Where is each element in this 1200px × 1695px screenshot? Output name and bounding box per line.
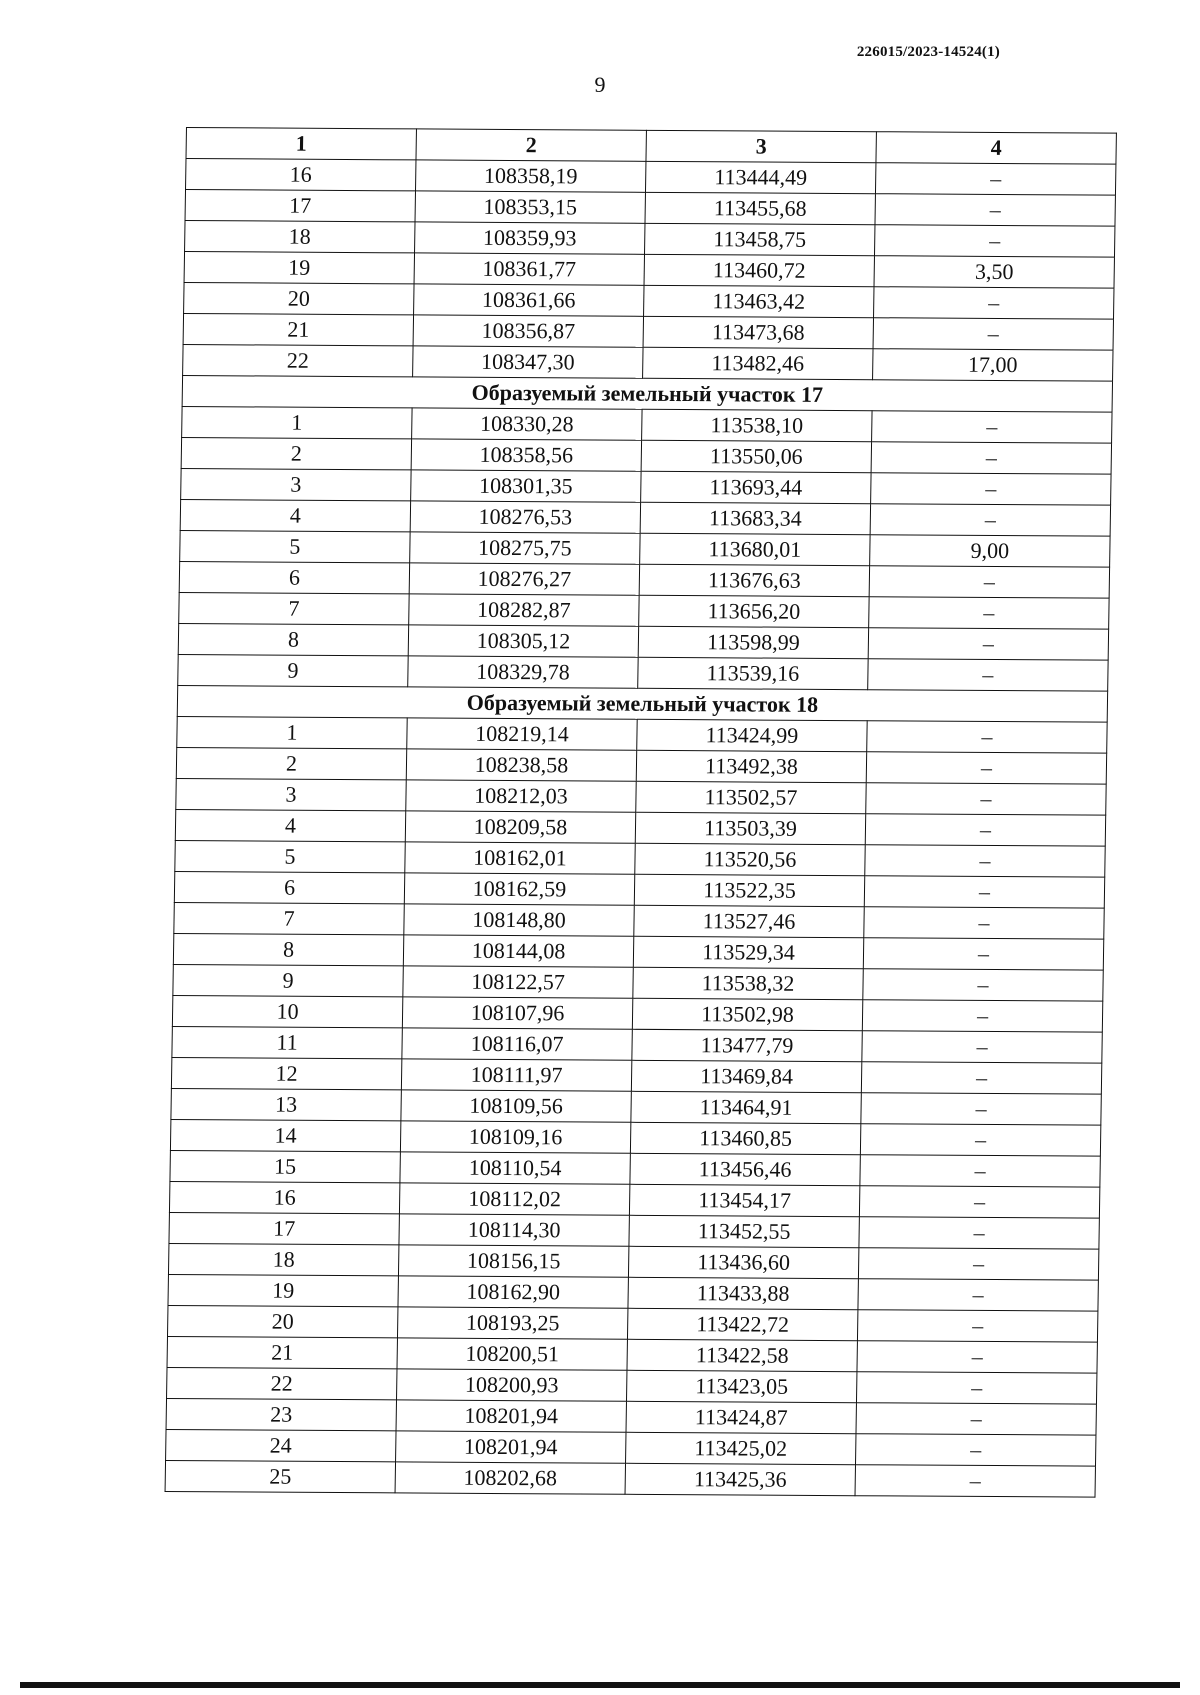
value-cell: –: [859, 1186, 1099, 1218]
y-coordinate-cell: 113456,46: [630, 1153, 860, 1185]
y-coordinate-cell: 113452,55: [629, 1215, 859, 1247]
x-coordinate-cell: 108347,30: [413, 346, 643, 378]
y-coordinate-cell: 113529,34: [633, 936, 863, 968]
x-coordinate-cell: 108112,02: [399, 1183, 629, 1215]
x-coordinate-cell: 108114,30: [399, 1214, 629, 1246]
x-coordinate-cell: 108148,80: [404, 904, 634, 936]
value-cell: –: [863, 969, 1103, 1001]
point-number-cell: 8: [178, 623, 408, 655]
y-coordinate-cell: 113464,91: [631, 1091, 861, 1123]
point-number-cell: 10: [172, 995, 402, 1027]
point-number-cell: 1: [182, 406, 412, 438]
x-coordinate-cell: 108276,27: [409, 563, 639, 595]
point-number-cell: 5: [175, 840, 405, 872]
x-coordinate-cell: 108301,35: [411, 470, 641, 502]
point-number-cell: 12: [171, 1057, 401, 1089]
point-number-cell: 7: [179, 592, 409, 624]
value-cell: –: [867, 721, 1107, 753]
value-cell: –: [874, 287, 1114, 319]
y-coordinate-cell: 113539,16: [638, 657, 868, 689]
x-coordinate-cell: 108305,12: [408, 625, 638, 657]
point-number-cell: 4: [180, 499, 410, 531]
point-number-cell: 3: [181, 468, 411, 500]
x-coordinate-cell: 108109,56: [401, 1090, 631, 1122]
y-coordinate-cell: 113538,10: [642, 409, 872, 441]
value-cell: –: [875, 194, 1115, 226]
y-coordinate-cell: 113463,42: [644, 285, 874, 317]
point-number-cell: 9: [178, 654, 408, 686]
value-cell: 17,00: [873, 349, 1113, 381]
value-cell: –: [857, 1310, 1097, 1342]
point-number-cell: 20: [184, 283, 414, 315]
point-number-cell: 5: [180, 530, 410, 562]
value-cell: –: [869, 597, 1109, 629]
point-number-cell: 14: [170, 1119, 400, 1151]
point-number-cell: 22: [183, 344, 413, 376]
y-coordinate-cell: 113550,06: [641, 440, 871, 472]
column-header: 1: [186, 128, 416, 160]
value-cell: –: [858, 1248, 1098, 1280]
x-coordinate-cell: 108122,57: [403, 966, 633, 998]
value-cell: –: [856, 1403, 1096, 1435]
value-cell: –: [862, 1000, 1102, 1032]
y-coordinate-cell: 113422,72: [627, 1308, 857, 1340]
value-cell: –: [871, 473, 1111, 505]
point-number-cell: 25: [165, 1460, 395, 1492]
value-cell: –: [874, 225, 1114, 257]
y-coordinate-cell: 113436,60: [628, 1246, 858, 1278]
value-cell: –: [871, 442, 1111, 474]
y-coordinate-cell: 113502,57: [636, 781, 866, 813]
y-coordinate-cell: 113503,39: [635, 812, 865, 844]
value-cell: –: [868, 659, 1108, 691]
value-cell: –: [868, 628, 1108, 660]
x-coordinate-cell: 108282,87: [409, 594, 639, 626]
y-coordinate-cell: 113424,87: [626, 1401, 856, 1433]
point-number-cell: 24: [166, 1429, 396, 1461]
value-cell: –: [865, 845, 1105, 877]
x-coordinate-cell: 108193,25: [397, 1307, 627, 1339]
coordinates-table: [165, 127, 1117, 1498]
y-coordinate-cell: 113693,44: [641, 471, 871, 503]
value-cell: –: [869, 566, 1109, 598]
point-number-cell: 22: [167, 1367, 397, 1399]
value-cell: –: [875, 163, 1115, 195]
point-number-cell: 3: [176, 778, 406, 810]
value-cell: –: [863, 938, 1103, 970]
y-coordinate-cell: 113444,49: [645, 161, 875, 193]
y-coordinate-cell: 113455,68: [645, 192, 875, 224]
y-coordinate-cell: 113656,20: [639, 595, 869, 627]
x-coordinate-cell: 108358,19: [416, 160, 646, 192]
value-cell: –: [864, 907, 1104, 939]
x-coordinate-cell: 108162,59: [404, 873, 634, 905]
x-coordinate-cell: 108359,93: [415, 222, 645, 254]
y-coordinate-cell: 113482,46: [643, 347, 873, 379]
y-coordinate-cell: 113680,01: [640, 533, 870, 565]
point-number-cell: 4: [175, 809, 405, 841]
x-coordinate-cell: 108361,77: [414, 253, 644, 285]
x-coordinate-cell: 108107,96: [402, 997, 632, 1029]
y-coordinate-cell: 113676,63: [639, 564, 869, 596]
value-cell: 9,00: [870, 535, 1110, 567]
y-coordinate-cell: 113458,75: [645, 223, 875, 255]
x-coordinate-cell: 108202,68: [395, 1462, 625, 1494]
point-number-cell: 7: [174, 902, 404, 934]
value-cell: –: [861, 1062, 1101, 1094]
page-number: 9: [594, 72, 606, 97]
x-coordinate-cell: 108110,54: [400, 1152, 630, 1184]
value-cell: –: [865, 814, 1105, 846]
value-cell: –: [859, 1217, 1099, 1249]
x-coordinate-cell: 108238,58: [406, 749, 636, 781]
point-number-cell: 18: [185, 221, 415, 253]
value-cell: –: [866, 752, 1106, 784]
x-coordinate-cell: 108209,58: [405, 811, 635, 843]
section-title: Образуемый земельный участок 17: [182, 375, 1112, 412]
x-coordinate-cell: 108109,16: [400, 1121, 630, 1153]
value-cell: –: [866, 783, 1106, 815]
x-coordinate-cell: 108116,07: [402, 1028, 632, 1060]
value-cell: –: [873, 318, 1113, 350]
point-number-cell: 21: [167, 1336, 397, 1368]
y-coordinate-cell: 113683,34: [640, 502, 870, 534]
value-cell: –: [855, 1434, 1095, 1466]
point-number-cell: 17: [185, 190, 415, 222]
column-header: 4: [876, 132, 1116, 164]
point-number-cell: 20: [168, 1305, 398, 1337]
point-number-cell: 6: [174, 871, 404, 903]
x-coordinate-cell: 108111,97: [401, 1059, 631, 1091]
value-cell: –: [860, 1124, 1100, 1156]
x-coordinate-cell: 108200,93: [397, 1369, 627, 1401]
point-number-cell: 15: [170, 1150, 400, 1182]
y-coordinate-cell: 113425,02: [626, 1432, 856, 1464]
y-coordinate-cell: 113460,85: [630, 1122, 860, 1154]
value-cell: –: [864, 876, 1104, 908]
point-number-cell: 21: [183, 313, 413, 345]
value-cell: –: [861, 1093, 1101, 1125]
point-number-cell: 23: [166, 1398, 396, 1430]
point-number-cell: 2: [181, 437, 411, 469]
value-cell: –: [872, 411, 1112, 443]
x-coordinate-cell: 108353,15: [415, 191, 645, 223]
y-coordinate-cell: 113460,72: [644, 254, 874, 286]
y-coordinate-cell: 113477,79: [632, 1029, 862, 1061]
x-coordinate-cell: 108144,08: [403, 935, 633, 967]
x-coordinate-cell: 108162,01: [405, 842, 635, 874]
point-number-cell: 1: [177, 716, 407, 748]
y-coordinate-cell: 113473,68: [643, 316, 873, 348]
y-coordinate-cell: 113424,99: [637, 719, 867, 751]
x-coordinate-cell: 108330,28: [412, 408, 642, 440]
section-title: Образуемый земельный участок 18: [177, 685, 1107, 722]
x-coordinate-cell: 108275,75: [410, 532, 640, 564]
x-coordinate-cell: 108358,56: [411, 439, 641, 471]
table-body: [165, 159, 1116, 1498]
x-coordinate-cell: 108219,14: [407, 718, 637, 750]
point-number-cell: 19: [168, 1274, 398, 1306]
x-coordinate-cell: 108162,90: [398, 1276, 628, 1308]
y-coordinate-cell: 113469,84: [631, 1060, 861, 1092]
x-coordinate-cell: 108156,15: [398, 1245, 628, 1277]
column-header: 2: [416, 129, 646, 161]
point-number-cell: 18: [168, 1243, 398, 1275]
point-number-cell: 17: [169, 1212, 399, 1244]
value-cell: –: [855, 1465, 1095, 1497]
value-cell: –: [856, 1372, 1096, 1404]
x-coordinate-cell: 108201,94: [396, 1400, 626, 1432]
value-cell: –: [870, 504, 1110, 536]
point-number-cell: 6: [179, 561, 409, 593]
point-number-cell: 13: [171, 1088, 401, 1120]
value-cell: –: [860, 1155, 1100, 1187]
x-coordinate-cell: 108201,94: [396, 1431, 626, 1463]
x-coordinate-cell: 108200,51: [397, 1338, 627, 1370]
y-coordinate-cell: 113527,46: [634, 905, 864, 937]
y-coordinate-cell: 113425,36: [625, 1463, 855, 1495]
x-coordinate-cell: 108329,78: [408, 656, 638, 688]
point-number-cell: 8: [173, 933, 403, 965]
point-number-cell: 2: [176, 747, 406, 779]
y-coordinate-cell: 113433,88: [628, 1277, 858, 1309]
y-coordinate-cell: 113454,17: [629, 1184, 859, 1216]
point-number-cell: 19: [184, 252, 414, 284]
y-coordinate-cell: 113598,99: [638, 626, 868, 658]
x-coordinate-cell: 108356,87: [413, 315, 643, 347]
x-coordinate-cell: 108276,53: [410, 501, 640, 533]
point-number-cell: 16: [169, 1181, 399, 1213]
document-number: 226015/2023-14524(1): [856, 44, 1000, 60]
value-cell: –: [857, 1341, 1097, 1373]
y-coordinate-cell: 113492,38: [636, 750, 866, 782]
value-cell: –: [858, 1279, 1098, 1311]
y-coordinate-cell: 113538,32: [633, 967, 863, 999]
y-coordinate-cell: 113520,56: [635, 843, 865, 875]
point-number-cell: 11: [172, 1026, 402, 1058]
y-coordinate-cell: 113422,58: [627, 1339, 857, 1371]
point-number-cell: 9: [173, 964, 403, 996]
table-row: [165, 1460, 1095, 1497]
x-coordinate-cell: 108361,66: [414, 284, 644, 316]
value-cell: –: [862, 1031, 1102, 1063]
x-coordinate-cell: 108212,03: [406, 780, 636, 812]
column-header: 3: [646, 130, 876, 162]
point-number-cell: 16: [186, 159, 416, 191]
y-coordinate-cell: 113502,98: [632, 998, 862, 1030]
y-coordinate-cell: 113522,35: [634, 874, 864, 906]
y-coordinate-cell: 113423,05: [626, 1370, 856, 1402]
scan-edge-bar: [20, 1682, 1180, 1688]
value-cell: 3,50: [874, 256, 1114, 288]
